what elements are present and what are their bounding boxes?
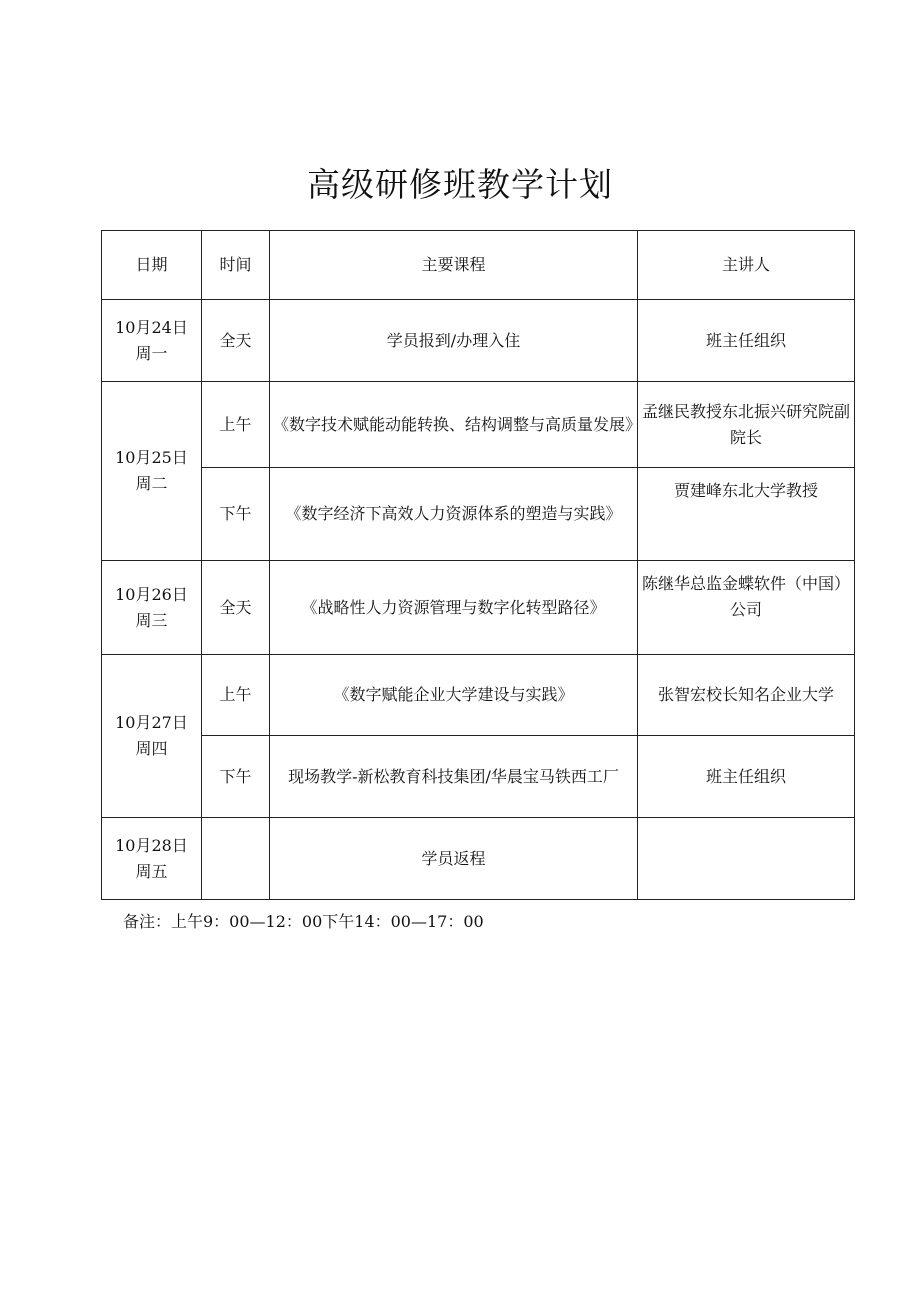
speaker-cell: 班主任组织 [638,300,855,382]
date-text: 10月24日 [115,317,188,337]
weekday-text: 周五 [135,861,168,881]
speaker-cell [638,818,855,900]
schedule-note: 备注：上午9：00—12：00下午14：00—17：00 [123,912,484,931]
table-row [102,300,855,382]
schedule-table [101,230,855,900]
table-row [102,736,855,818]
speaker-cell: 贾建峰东北大学教授 [638,468,855,561]
date-cell [102,300,202,382]
table-row [102,655,855,736]
time-cell: 下午 [202,468,270,561]
date-cell [102,382,202,561]
date-text: 10月28日 [115,835,188,855]
time-cell [202,818,270,900]
date-cell [102,818,202,900]
weekday-text: 周二 [135,474,168,493]
time-cell: 下午 [202,736,270,818]
speaker-cell: 陈继华总监金蝶软件（中国）公司 [638,561,855,655]
header-date: 日期 [102,231,202,300]
course-cell: 《数字经济下高效人力资源体系的塑造与实践》 [270,468,638,561]
time-cell: 全天 [202,300,270,382]
course-cell: 《数字技术赋能动能转换、结构调整与高质量发展》 [270,382,638,468]
date-cell [102,655,202,818]
header-time: 时间 [202,231,270,300]
course-cell: 《数字赋能企业大学建设与实践》 [270,655,638,736]
table-row [102,382,855,468]
date-text: 10月26日 [115,584,188,604]
date-cell [102,561,202,655]
time-cell: 上午 [202,382,270,468]
course-cell: 《战略性人力资源管理与数字化转型路径》 [270,561,638,655]
course-cell: 现场教学-新松教育科技集团/华晨宝马铁西工厂 [270,736,638,818]
weekday-text: 周一 [135,343,168,363]
table-row [102,818,855,900]
date-text: 10月25日 [115,448,188,467]
table-row [102,561,855,655]
weekday-text: 周四 [135,739,168,758]
table-row [102,468,855,561]
speaker-cell: 张智宏校长知名企业大学 [638,655,855,736]
table-header-row [102,231,855,300]
time-cell: 全天 [202,561,270,655]
header-course: 主要课程 [270,231,638,300]
speaker-cell: 班主任组织 [638,736,855,818]
course-cell: 学员报到/办理入住 [270,300,638,382]
weekday-text: 周三 [135,610,168,630]
course-cell: 学员返程 [270,818,638,900]
time-cell: 上午 [202,655,270,736]
date-text: 10月27日 [115,713,188,732]
page-title: 高级研修班教学计划 [307,165,613,204]
speaker-cell: 孟继民教授东北振兴研究院副院长 [638,382,855,468]
header-speaker: 主讲人 [638,231,855,300]
